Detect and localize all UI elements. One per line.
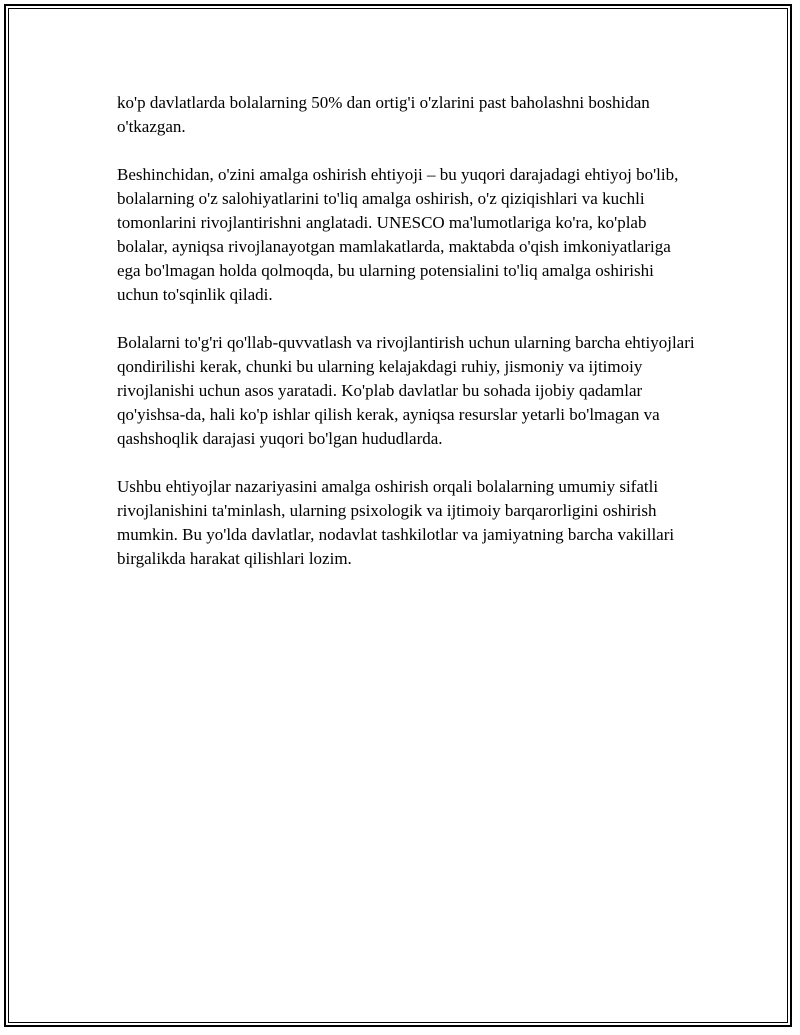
paragraph-1: ko'p davlatlarda bolalarning 50% dan ortig'i o'zlarini past baholashni boshidan o'tkazgan. (117, 93, 650, 136)
paragraph-4: Ushbu ehtiyojlar nazariyasini amalga oshirish orqali bolalarning umumiy sifatli rivojlanishini ta'minlash, ularning psixologik va ijtimoiy barqarorligini oshirish mumkin. Bu yo'lda davlatlar, nodavlat tashkilotlar va jamiyatning barcha vakillari birgalikda harakat qilishlari lozim. (117, 477, 675, 568)
paragraph-3: Bolalarni to'g'ri qo'llab-quvvatlash va rivojlantirish uchun ularning barcha ehtiyojlari qondirilishi kerak, chunki bu ularning kelajakdagi ruhiy, jismoniy va ijtimoiy rivojlanishi uchun asos yaratadi. Ko'plab davlatlar bu sohada ijobiy qadamlar qo'yishsa-da, hali ko'p ishlar qilish kerak, ayniqsa resurslar yetarli bo'lmagan va qashshoqlik darajasi yuqori bo'lgan hududlarda. (117, 333, 695, 448)
document-body (117, 91, 697, 595)
paragraph-2: Beshinchidan, o'zini amalga oshirish ehtiyoji – bu yuqori darajadagi ehtiyoj bo'lib, bolalarning o'z salohiyatlarini to'liq amalga oshirish, o'z qiziqishlari va kuchli tomonlarini rivojlantirishni anglatadi. UNESCO ma'lumotlariga ko'ra, ko'plab bolalar, ayniqsa rivojlanayotgan mamlakatlarda, maktabda o'qish imkoniyatlariga ega bo'lmagan holda qolmoqda, bu ularning potensialini to'liq amalga oshirishi uchun to'sqinlik qiladi. (117, 165, 679, 304)
